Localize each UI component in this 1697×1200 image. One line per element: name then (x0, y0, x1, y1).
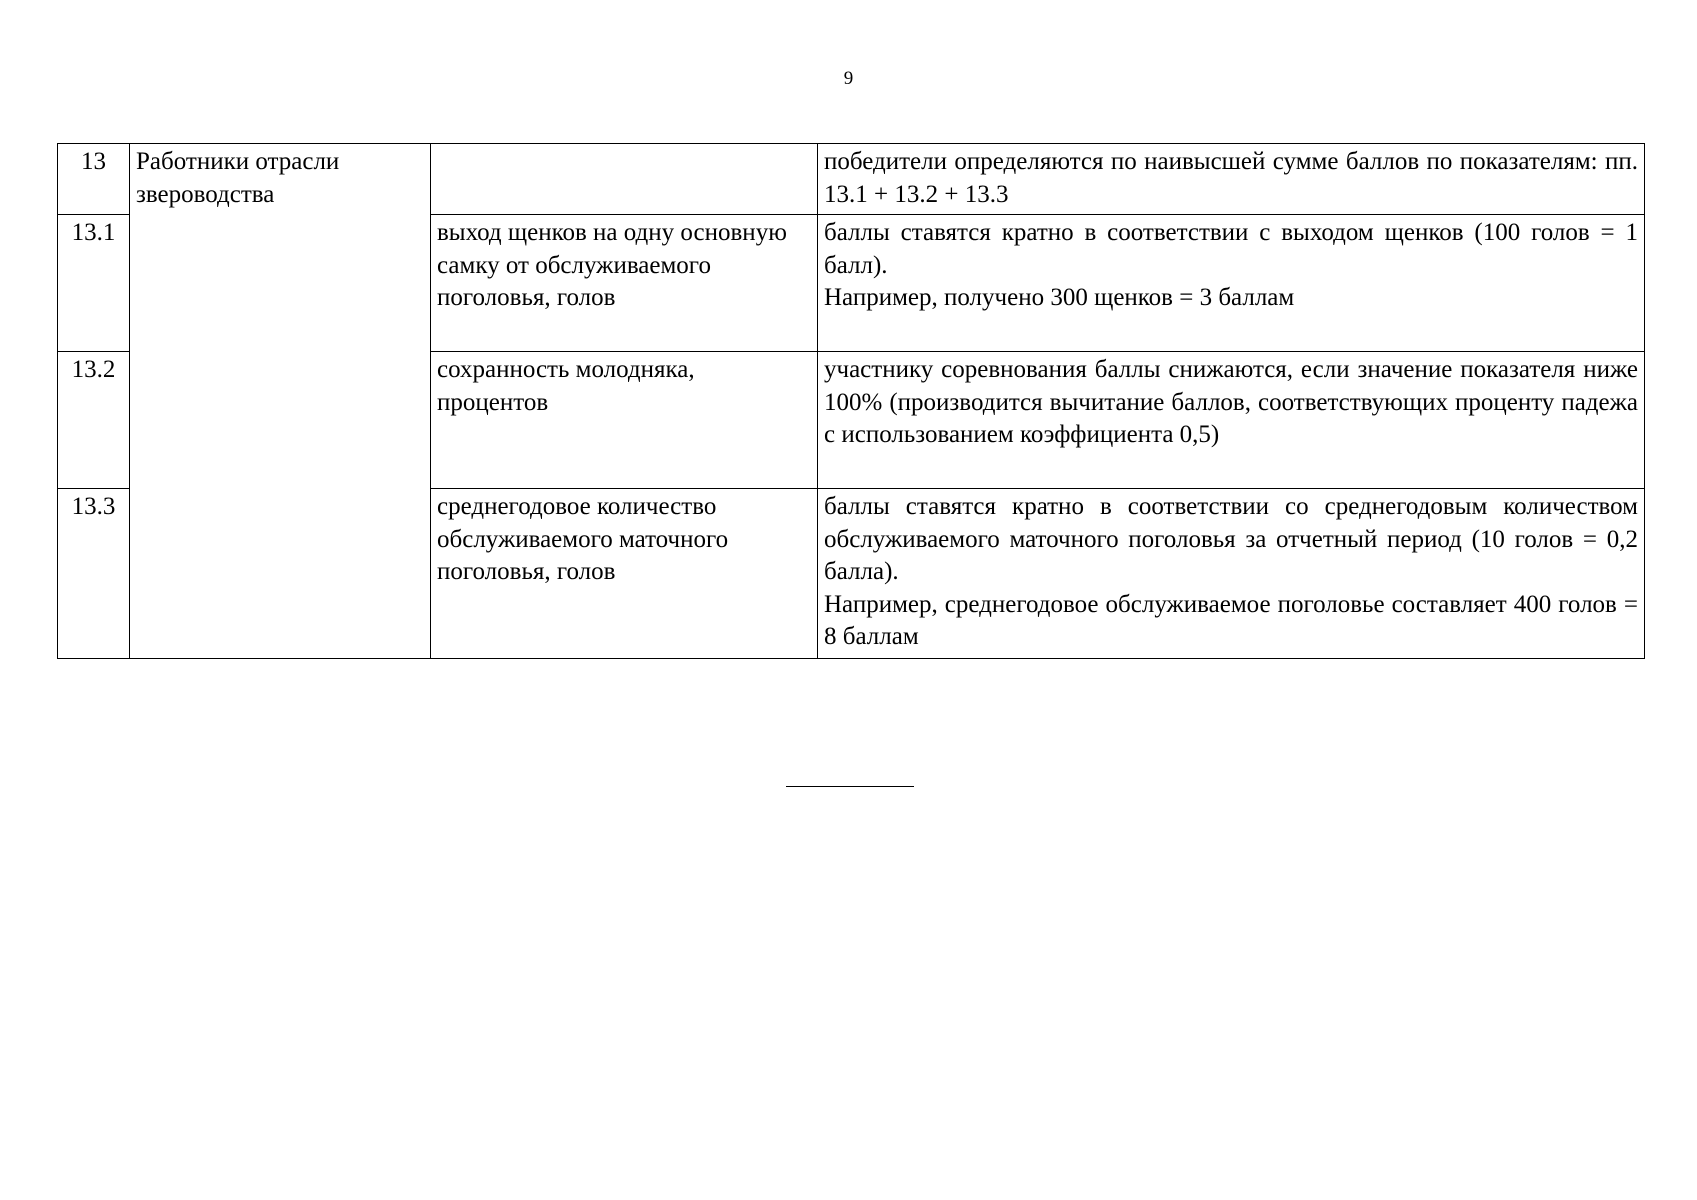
criteria-table (57, 143, 1645, 659)
description-cell (818, 352, 1645, 489)
category-cell: Работники отрасли звероводства (130, 144, 431, 659)
description-paragraph: Например, получено 300 щенков = 3 баллам (824, 284, 1295, 311)
description-cell (818, 489, 1645, 659)
table-row (58, 144, 1645, 215)
row-number: 13.1 (58, 215, 130, 352)
description-paragraph: Например, среднегодовое обслуживаемое поголовье составляет 400 голов = 8 баллам (824, 590, 1638, 650)
indicator-cell: среднегодовое количество обслуживаемого маточного поголовья, голов (431, 489, 818, 659)
row-number: 13.2 (58, 352, 130, 489)
description-cell (818, 215, 1645, 352)
row-number: 13 (58, 144, 130, 215)
page-number: 9 (843, 68, 854, 89)
description-paragraph: победители определяются по наивысшей сумме баллов по показателям: пп. 13.1 + 13.2 + 13.3 (824, 148, 1638, 208)
description-paragraph: баллы ставятся кратно в соответствии со среднегодовым количеством обслуживаемого маточного поголовья за отчетный период (10 голов = 0,2 балла). (824, 493, 1638, 585)
indicator-cell: выход щенков на одну основную самку от обслуживаемого поголовья, голов (431, 215, 818, 352)
description-paragraph: участнику соревнования баллы снижаются, если значение показателя ниже 100% (производится вычитание баллов, соответствующих проценту падежа с использованием коэффициента 0,5) (824, 356, 1638, 448)
description-paragraph: баллы ставятся кратно в соответствии с выходом щенков (100 голов = 1 балл). (824, 219, 1638, 279)
row-number: 13.3 (58, 489, 130, 659)
indicator-cell (431, 144, 818, 215)
description-cell (818, 144, 1645, 215)
end-of-document-line (786, 786, 914, 787)
indicator-cell: сохранность молодняка, процентов (431, 352, 818, 489)
